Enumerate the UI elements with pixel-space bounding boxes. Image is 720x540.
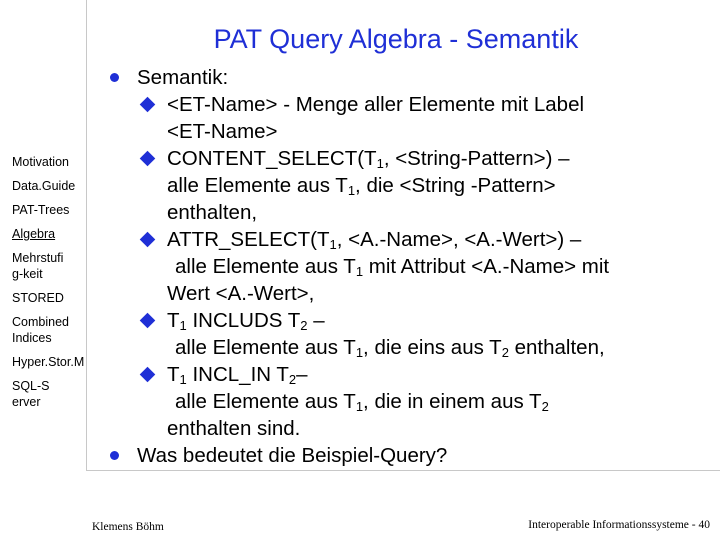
incl-in-line2 xyxy=(108,388,708,415)
attr-select-line2 xyxy=(108,253,708,280)
includs-text: T xyxy=(167,309,180,332)
subscript: 1 xyxy=(347,183,356,198)
content-select-text: , <String-Pattern>) – xyxy=(383,147,570,170)
incl-in-line3: enthalten sind. xyxy=(167,417,301,440)
subscript: 1 xyxy=(355,399,364,414)
slide-title: PAT Query Algebra - Semantik xyxy=(213,24,579,54)
diamond-bullet-icon xyxy=(140,151,156,167)
incl-in-text: T xyxy=(167,363,180,386)
includs-text: INCLUDS T xyxy=(186,309,301,332)
round-bullet-icon xyxy=(110,73,119,82)
nav-item-hyperstorm[interactable]: Hyper.Stor.M xyxy=(12,355,85,369)
nav-item-mehrstufigkeit[interactable]: Mehrstufig-keit xyxy=(12,251,64,281)
subscript: 1 xyxy=(355,264,364,279)
includs-text: enthalten, xyxy=(508,336,605,359)
diamond-bullet-icon xyxy=(140,313,156,329)
incl-in-text: alle Elemente aus T xyxy=(175,390,356,413)
attr-select-line3: Wert <A.-Wert>, xyxy=(167,282,315,305)
side-navigation xyxy=(12,154,86,410)
sub-bullet-includs xyxy=(108,307,708,334)
frame-horizontal-line xyxy=(86,470,720,471)
subscript: 2 xyxy=(541,399,549,414)
et-name-line1: <ET-Name> - Menge aller Elemente mit Label xyxy=(167,93,585,116)
subscript: 1 xyxy=(179,372,187,387)
bullet-question xyxy=(108,442,708,469)
attr-select-text: , <A.-Name>, <A.-Wert>) – xyxy=(336,228,582,251)
subscript: 2 xyxy=(300,318,308,333)
nav-item-stored[interactable]: STORED xyxy=(12,291,64,305)
subscript: 1 xyxy=(355,345,364,360)
subscript: 1 xyxy=(376,156,384,171)
nav-item-combined-indices[interactable]: Combined Indices xyxy=(12,315,69,345)
incl-in-text: INCL_IN T xyxy=(186,363,289,386)
slide-content xyxy=(108,64,708,469)
incl-in-text: , die in einem aus T xyxy=(363,390,542,413)
diamond-bullet-icon xyxy=(140,367,156,383)
incl-in-text: – xyxy=(296,363,308,386)
subscript: 1 xyxy=(179,318,187,333)
et-name-line2: <ET-Name> xyxy=(167,120,278,143)
sub-bullet-attr-select xyxy=(108,226,708,253)
nav-item-motivation[interactable]: Motivation xyxy=(12,155,69,169)
footer-course: Interoperable Informationssysteme - 40 xyxy=(528,519,710,531)
nav-item-algebra[interactable]: Algebra xyxy=(12,227,56,241)
content-select-text: CONTENT_SELECT(T xyxy=(167,147,377,170)
sub-bullet-content-select xyxy=(108,145,708,172)
diamond-bullet-icon xyxy=(140,232,156,248)
question-text: Was bedeutet die Beispiel-Query? xyxy=(137,444,448,467)
nav-item-sql-server[interactable]: SQL-Server xyxy=(12,379,50,409)
includs-text: , die eins aus T xyxy=(363,336,502,359)
content-select-line3: enthalten, xyxy=(167,201,258,224)
attr-select-text: mit Attribut <A.-Name> mit xyxy=(363,255,610,278)
includs-text: alle Elemente aus T xyxy=(175,336,356,359)
includs-line2 xyxy=(108,334,708,361)
subscript: 2 xyxy=(288,372,297,387)
sub-bullet-et-name xyxy=(108,91,708,118)
sub-bullet-incl-in xyxy=(108,361,708,388)
diamond-bullet-icon xyxy=(140,97,156,113)
semantik-label: Semantik: xyxy=(137,66,229,89)
subscript: 2 xyxy=(501,345,509,360)
frame-vertical-line xyxy=(86,0,87,470)
content-select-text: , die <String -Pattern> xyxy=(355,174,556,197)
nav-item-pat-trees[interactable]: PAT-Trees xyxy=(12,203,70,217)
content-select-line2 xyxy=(108,172,708,199)
footer-author: Klemens Böhm xyxy=(92,521,164,533)
bullet-semantik xyxy=(108,64,708,91)
includs-text: – xyxy=(307,309,325,332)
subscript: 1 xyxy=(329,237,337,252)
content-select-text: alle Elemente aus T xyxy=(167,174,348,197)
attr-select-text: ATTR_SELECT(T xyxy=(167,228,330,251)
attr-select-text: alle Elemente aus T xyxy=(175,255,356,278)
nav-item-dataguide[interactable]: Data.Guide xyxy=(12,179,76,193)
round-bullet-icon xyxy=(110,451,119,460)
